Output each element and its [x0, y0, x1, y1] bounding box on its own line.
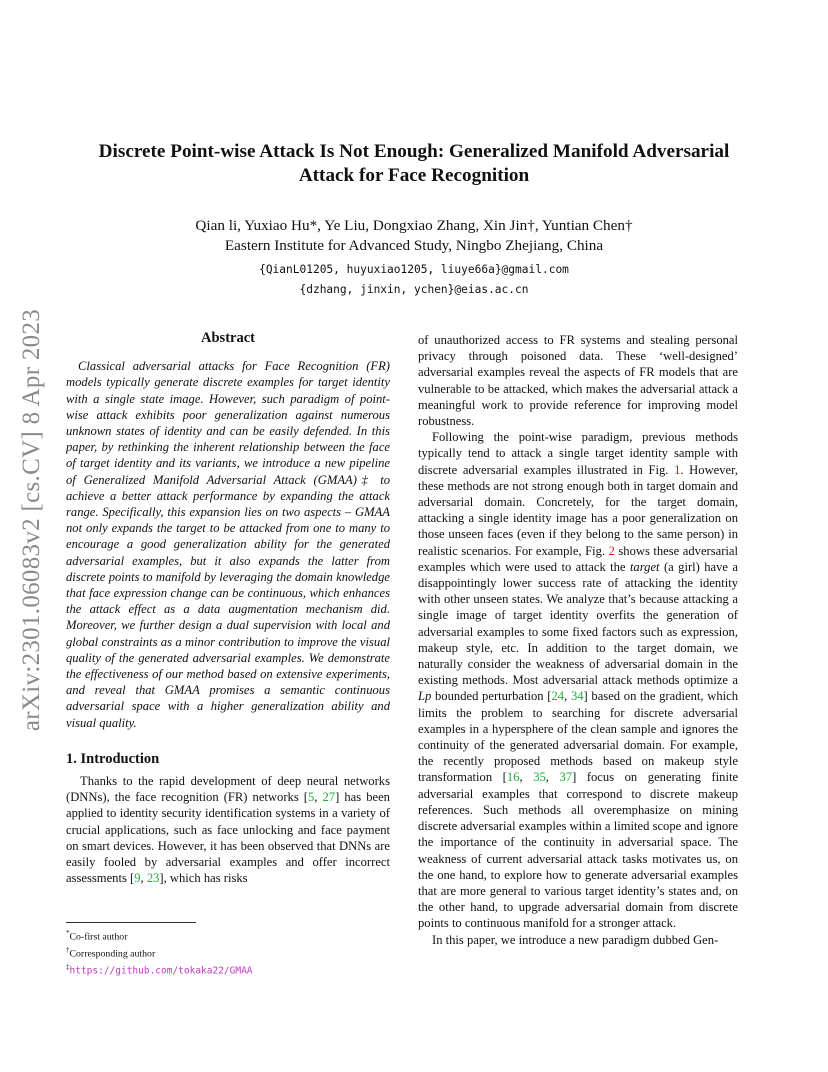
text-run: (a girl) have a disappointingly lower success rate of attacking the identity with other unseen states. We analyze that’s because attacking a single image of target identity overfits the generation of adversarial examples to some fixed factors such as expression, makeup style, etc. In addition to the target domain, we naturally consider the weakness of adversarial domain in the existing methods. Most adversarial attack methods optimize a	[418, 559, 738, 688]
text-run: Following the point-wise paradigm, previous methods typically tend to attack a single target identity sample with discrete adversarial examples illustrated in Fig.	[418, 430, 738, 477]
arxiv-sidebar	[10, 290, 54, 750]
left-column	[66, 330, 390, 887]
citation-link[interactable]: 24	[551, 689, 565, 704]
footnote-text: Corresponding author	[69, 948, 156, 960]
right-paragraph-3: In this paper, we introduce a new paradigm dubbed Gen-	[432, 932, 719, 947]
author-names: Qian li, Yuxiao Hu*, Ye Liu, Dongxiao Zhang, Xin Jin†, Yuntian Chen†	[195, 217, 633, 234]
citation-link[interactable]: 23	[146, 871, 160, 886]
email-block	[66, 260, 762, 300]
author-block	[66, 216, 762, 256]
footnote-rule	[66, 922, 196, 923]
intro-paragraph	[66, 773, 390, 886]
footnote-corresponding	[66, 944, 390, 961]
title-line-1: Discrete Point-wise Attack Is Not Enough: Generalized Manifold Adversarial	[98, 141, 730, 162]
right-paragraph-1: of unauthorized access to FR systems and stealing personal privacy through poisoned data. These ‘well-designed’ adversarial examples reveal the aspects of FR models that are vulnerable to be attacked, which makes the adversarial attack a meaningful work to provide reference for improving model robustness.	[418, 333, 738, 429]
citation-link[interactable]: 37	[559, 770, 573, 785]
math-lp: Lp	[418, 689, 432, 704]
affiliation: Eastern Institute for Advanced Study, Ningbo Zhejiang, China	[224, 237, 604, 254]
citation-link[interactable]: 27	[322, 790, 336, 805]
citation-link[interactable]: 34	[570, 689, 584, 704]
text-run: Thanks to the rapid development of deep neural networks (DNNs), the face recognition (FR) networks [	[66, 774, 390, 805]
footnote-cofirst	[66, 927, 390, 944]
citation-link[interactable]: 35	[533, 770, 546, 785]
title-line-2: Attack for Face Recognition	[298, 165, 530, 186]
footnote-mark: ‡	[66, 962, 70, 971]
email-line-1: {QianL01205, huyuxiao1205, liuye66a}@gmail.com	[259, 263, 569, 276]
github-link[interactable]: https://github.com/tokaka22/GMAA	[69, 964, 253, 976]
figure-link[interactable]: 2	[608, 543, 615, 558]
citation-link[interactable]: 16	[506, 770, 520, 785]
footnote-url	[66, 961, 390, 978]
text-run: shows these adversarial examples which were used to attack the	[418, 543, 739, 574]
figure-link[interactable]: 1	[674, 462, 681, 477]
text-run: ] based on the gradient, which limits the problem to searching for discrete adversarial examples in a hypersphere of the clean sample and ignores the continuity of the generated adversarial domain. For example, the recently proposed methods based on makeup style transformation [	[418, 689, 739, 785]
emphasis-target: target	[629, 559, 660, 574]
abstract-heading: Abstract	[201, 330, 255, 346]
footnote-text: Co-first author	[69, 931, 128, 943]
text-run: ] has been applied to identity security identification systems in a variety of crucial applications, such as face unlocking and face payment on smart devices. However, it has been observed that DNNs are easily fooled by adversarial examples and offer incorrect assessments [	[66, 790, 390, 886]
text-run: ,	[314, 790, 323, 805]
text-run: ,	[140, 871, 147, 886]
citation-link[interactable]: 9	[134, 871, 141, 886]
arxiv-identifier: arXiv:2301.06083v2 [cs.CV] 8 Apr 2023	[18, 308, 45, 732]
abstract-text: Classical adversarial attacks for Face Recognition (FR) models typically generate discrete examples for target identity with a single state image. However, such paradigm of point-wise attack exhibits poor generalization against numerous unknown states of identity and can be easily defended. In this paper, by rethinking the inherent relationship between the face of target identity and its variants, we introduce a new pipeline of Generalized Manifold Adversarial Attack (GMAA)‡ to achieve a better attack performance by expanding the attack range. Specifically, this expansion lies on two aspects – GMAA not only expands the target to be attacked from one to many to encourage a good generalization ability for the generated adversarial examples, but it also expands the latter from discrete points to manifold by leveraging the domain knowledge that face expression change can be continuous, which enhances the attack effect as a data augmentation mechanism did. Moreover, we further design a dual supervision with local and global constraints as a minor contribution to improve the visual quality of the generated adversarial examples. We demonstrate the effectiveness of our method based on extensive experiments, and reveal that GMAA promises a semantic continuous adversarial space with a higher generalization ability and visual quality.	[66, 359, 390, 730]
text-run: ,	[545, 770, 560, 785]
text-run: bounded perturbation [	[431, 689, 552, 704]
footnotes	[66, 922, 390, 978]
email-line-2: {dzhang, jinxin, ychen}@eias.ac.cn	[299, 283, 529, 296]
right-column	[418, 332, 738, 948]
section-heading-introduction: 1. Introduction	[66, 750, 160, 767]
citation-link[interactable]: 5	[307, 790, 315, 805]
text-run: ] focus on generating finite adversarial examples that correspond to discrete makeup references. Such methods all overemphasize on mining discrete adversarial examples within a limited scope and ignore the importance of the continuity in adversarial space. The weakness of current adversarial attack tasks motivates us, on the one hand, to explore how to generate adversarial examples that are more general to various target identity’s states and, on the other hand, to upgrade adversarial domain from discrete points to continuous manifold for a stronger attack.	[418, 770, 739, 931]
footnote-mark: *	[66, 929, 70, 937]
footnote-mark: †	[66, 945, 70, 954]
right-paragraph-2	[418, 429, 738, 931]
text-run: . However, these methods are not strong enough both in target domain and adversarial domain. Concretely, for the target domain, attacking a single identity image has a poor generalization on those unseen faces (even if they belong to the same person) in realistic scenarios. For example, Fig.	[418, 462, 738, 558]
paper-title	[66, 140, 762, 188]
text-run: ,	[519, 770, 534, 785]
text-run: ], which has risks	[159, 871, 248, 886]
text-run: ,	[564, 689, 571, 704]
